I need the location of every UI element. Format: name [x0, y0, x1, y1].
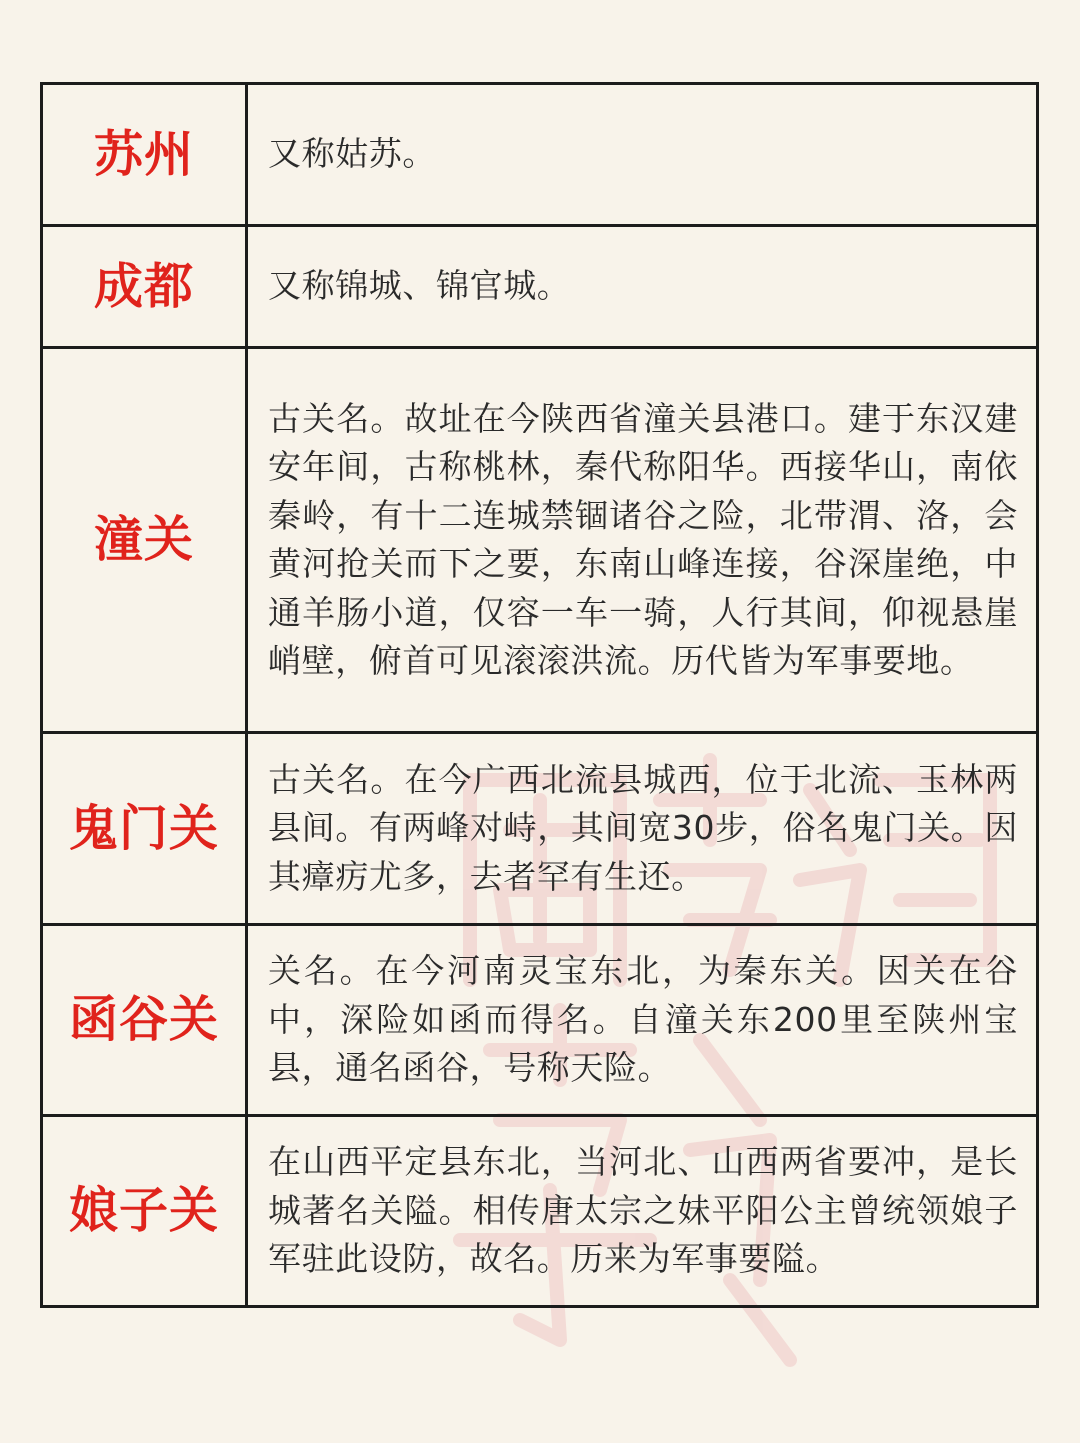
place-name: 潼关	[42, 348, 247, 733]
table-row	[42, 1116, 1038, 1307]
place-name: 函谷关	[42, 925, 247, 1116]
place-description: 在山西平定县东北，当河北、山西两省要冲，是长城著名关隘。相传唐太宗之妹平阳公主曾统领娘子军驻此设防，故名。历来为军事要隘。	[247, 1116, 1038, 1307]
place-description: 又称锦城、锦官城。	[247, 226, 1038, 348]
place-name: 成都	[42, 226, 247, 348]
place-name: 鬼门关	[42, 733, 247, 925]
table-row	[42, 84, 1038, 226]
place-name: 娘子关	[42, 1116, 247, 1307]
table-row	[42, 226, 1038, 348]
place-names-table	[40, 82, 1039, 1308]
place-description: 古关名。故址在今陕西省潼关县港口。建于东汉建安年间，古称桃林，秦代称阳华。西接华山，南依秦岭，有十二连城禁锢诸谷之险，北带渭、洛，会黄河抢关而下之要，东南山峰连接，谷深崖绝，中通羊肠小道，仅容一车一骑，人行其间，仰视悬崖峭壁，俯首可见滚滚洪流。历代皆为军事要地。	[247, 348, 1038, 733]
place-description: 古关名。在今广西北流县城西，位于北流、玉林两县间。有两峰对峙，其间宽30步，俗名鬼门关。因其瘴疠尤多，去者罕有生还。	[247, 733, 1038, 925]
place-name: 苏州	[42, 84, 247, 226]
table-row	[42, 348, 1038, 733]
table-row	[42, 925, 1038, 1116]
table-row	[42, 733, 1038, 925]
place-description: 关名。在今河南灵宝东北，为秦东关。因关在谷中，深险如函而得名。自潼关东200里至陕州宝县，通名函谷，号称天险。	[247, 925, 1038, 1116]
place-description: 又称姑苏。	[247, 84, 1038, 226]
